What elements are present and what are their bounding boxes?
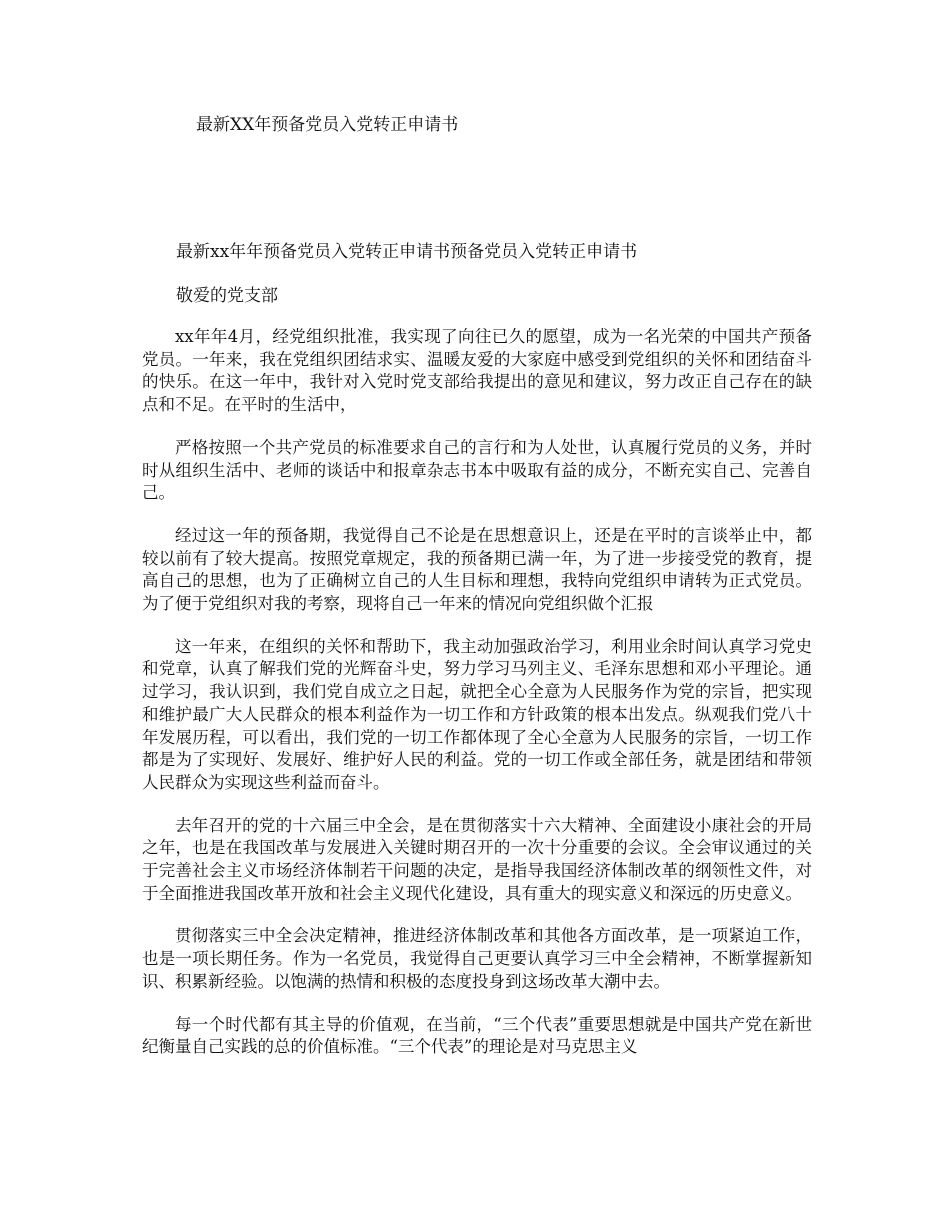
paragraph-7: 每一个时代都有其主导的价值观，在当前，“三个代表”重要思想就是中国共产党在新世纪衡量自己实践的总的价值标准。“三个代表”的理论是对马克思主义 <box>142 1014 812 1057</box>
salutation: 敬爱的党支部 <box>176 286 278 306</box>
paragraph-6: 贯彻落实三中全会决定精神，推进经济体制改革和其他各方面改革，是一项紧迫工作，也是一项长期任务。作为一名党员，我觉得自己更要认真学习三中全会精神，不断掌握新知识、积累新经验。以饱满的热情和积极的态度投身到这场改革大潮中去。 <box>142 926 812 991</box>
document-title: 最新XX年预备党员入党转正申请书 <box>196 115 459 135</box>
paragraph-5: 去年召开的党的十六届三中全会，是在贯彻落实十六大精神、全面建设小康社会的开局之年，也是在我国改革与发展进入关键时期召开的一次十分重要的会议。全会审议通过的关于完善社会主义市场经济体制若干问题的决定，是指导我国经济体制改革的纲领性文件，对于全面推进我国改革开放和社会主义现代化建设，具有重大的现实意义和深远的历史意义。 <box>142 815 812 903</box>
paragraph-2: 严格按照一个共产党员的标准要求自己的言行和为人处世，认真履行党员的义务，并时时从组织生活中、老师的谈话中和报章杂志书本中吸取有益的成分，不断充实自己、完善自己。 <box>142 437 812 503</box>
document-body <box>142 326 812 1079</box>
document-subtitle: 最新xx年年预备党员入党转正申请书预备党员入党转正申请书 <box>176 242 638 262</box>
paragraph-4: 这一年来，在组织的关怀和帮助下，我主动加强政治学习，利用业余时间认真学习党史和党章，认真了解我们党的光辉奋斗史，努力学习马列主义、毛泽东思想和邓小平理论。通过学习，我认识到，我们党自成立之日起，就把全心全意为人民服务作为党的宗旨，把实现和维护最广大人民群众的根本利益作为一切工作和方针政策的根本出发点。纵观我们党八十年发展历程，可以看出，我们党的一切工作都体现了全心全意为人民服务的宗旨，一切工作都是为了实现好、发展好、维护好人民的利益。党的一切工作或全部任务，就是团结和带领人民群众为实现这些利益而奋斗。 <box>142 636 812 792</box>
paragraph-3: 经过这一年的预备期，我觉得自己不论是在思想意识上，还是在平时的言谈举止中，都较以前有了较大提高。按照党章规定，我的预备期已满一年，为了进一步接受党的教育，提高自己的思想，也为了正确树立自己的人生目标和理想，我特向党组织申请转为正式党员。为了便于党组织对我的考察，现将自己一年来的情况向党组织做个汇报 <box>142 525 812 614</box>
paragraph-1: xx年年4月，经党组织批准，我实现了向往已久的愿望，成为一名光荣的中国共产预备党员。一年来，我在党组织团结求实、温暖友爱的大家庭中感受到党组织的关怀和团结奋斗的快乐。在这一年中，我针对入党时党支部给我提出的意见和建议，努力改正自己存在的缺点和不足。在平时的生活中， <box>142 327 812 415</box>
